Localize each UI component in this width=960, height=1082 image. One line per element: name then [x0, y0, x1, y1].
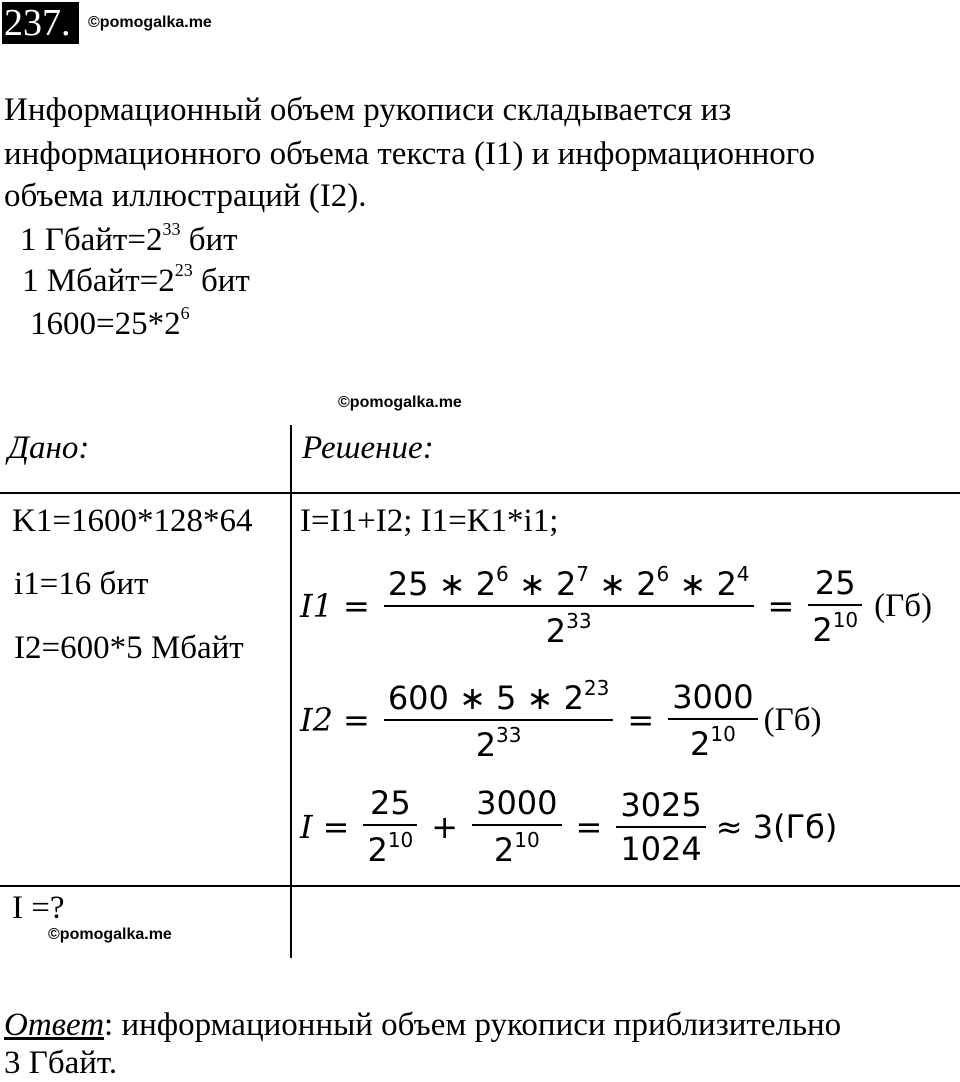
fact-1600: $1600=25*2^6$ — [30, 303, 190, 342]
table-header-divider — [0, 492, 960, 494]
intro-line-1: Информационный объем рукописи складывается из — [4, 92, 732, 128]
intro-line-3: объема иллюстраций (I2). — [4, 178, 367, 214]
watermark-cell: ©pomogalka.me — [48, 926, 172, 943]
watermark: ©pomogalka.me — [88, 14, 212, 31]
given-header: Дано: — [8, 430, 90, 466]
answer-label: Ответ — [4, 1007, 105, 1043]
problem-number: 237. — [2, 2, 79, 44]
answer-line-1: Ответ: информационный объем рукописи приблизительно — [4, 1007, 842, 1043]
eq3-fraction-a: $\frac{25}{2^{10}}$ — [363, 784, 417, 869]
eq1-result: $\frac{25}{2^{10}}$ — [808, 564, 862, 649]
table-vertical-divider — [290, 425, 292, 958]
eq3-result: $\frac{3025}{1024}$ — [616, 786, 705, 868]
eq1-fraction: $\frac{25 ∗ 2^6 ∗ 2^7 ∗ 2^6 ∗ 2^4}{2^{33}}$ — [384, 562, 754, 650]
given-i1: i1=16 бит — [14, 566, 149, 602]
eq2-lhs: I2 — [300, 701, 333, 739]
equation-total: I = $\frac{25}{2^{10}}$ + $\frac{3000}{2^{10}}$ = $\frac{3025}{1024}$ ≈ 3(Гб) — [300, 784, 838, 869]
table-bottom-divider — [0, 885, 960, 887]
given-k1: K1=1600*128*64 — [12, 503, 253, 539]
equation-i2: I2 = $\frac{600 ∗ 5 ∗ 2^{23}}{2^{33}}$ = $\frac{3000}{2^{10}}$ (Гб) — [300, 676, 822, 764]
eq1-lhs: I1 — [300, 587, 333, 625]
answer-line-2: 3 Гбайт. — [4, 1045, 118, 1081]
solution-formula: I=I1+I2; I1=K1*i1; — [300, 503, 559, 539]
watermark-mid: ©pomogalka.me — [338, 394, 462, 411]
eq3-lhs: I — [300, 807, 313, 846]
eq2-result: $\frac{3000}{2^{10}}$ — [668, 678, 757, 763]
fact-megabyte: 1 $Мбайт=2^{23}$ бит — [22, 260, 250, 299]
fact-gigabyte: 1 $Гбайт=2^{33}$ бит — [20, 219, 238, 258]
equation-i1: I1 = $\frac{25 ∗ 2^6 ∗ 2^7 ∗ 2^6 ∗ 2^4}{2^{33}}$ = $\frac{25}{2^{10}}$ (Гб) — [300, 562, 933, 650]
solution-header: Решение: — [302, 430, 434, 466]
eq2-fraction: $\frac{600 ∗ 5 ∗ 2^{23}}{2^{33}}$ — [384, 676, 614, 764]
unknown: I =? — [12, 890, 65, 926]
intro-line-2: информационного объема текста (I1) и информационного — [4, 136, 815, 172]
eq3-fraction-b: $\frac{3000}{2^{10}}$ — [472, 784, 561, 869]
given-i2: I2=600*5 Мбайт — [14, 630, 244, 666]
